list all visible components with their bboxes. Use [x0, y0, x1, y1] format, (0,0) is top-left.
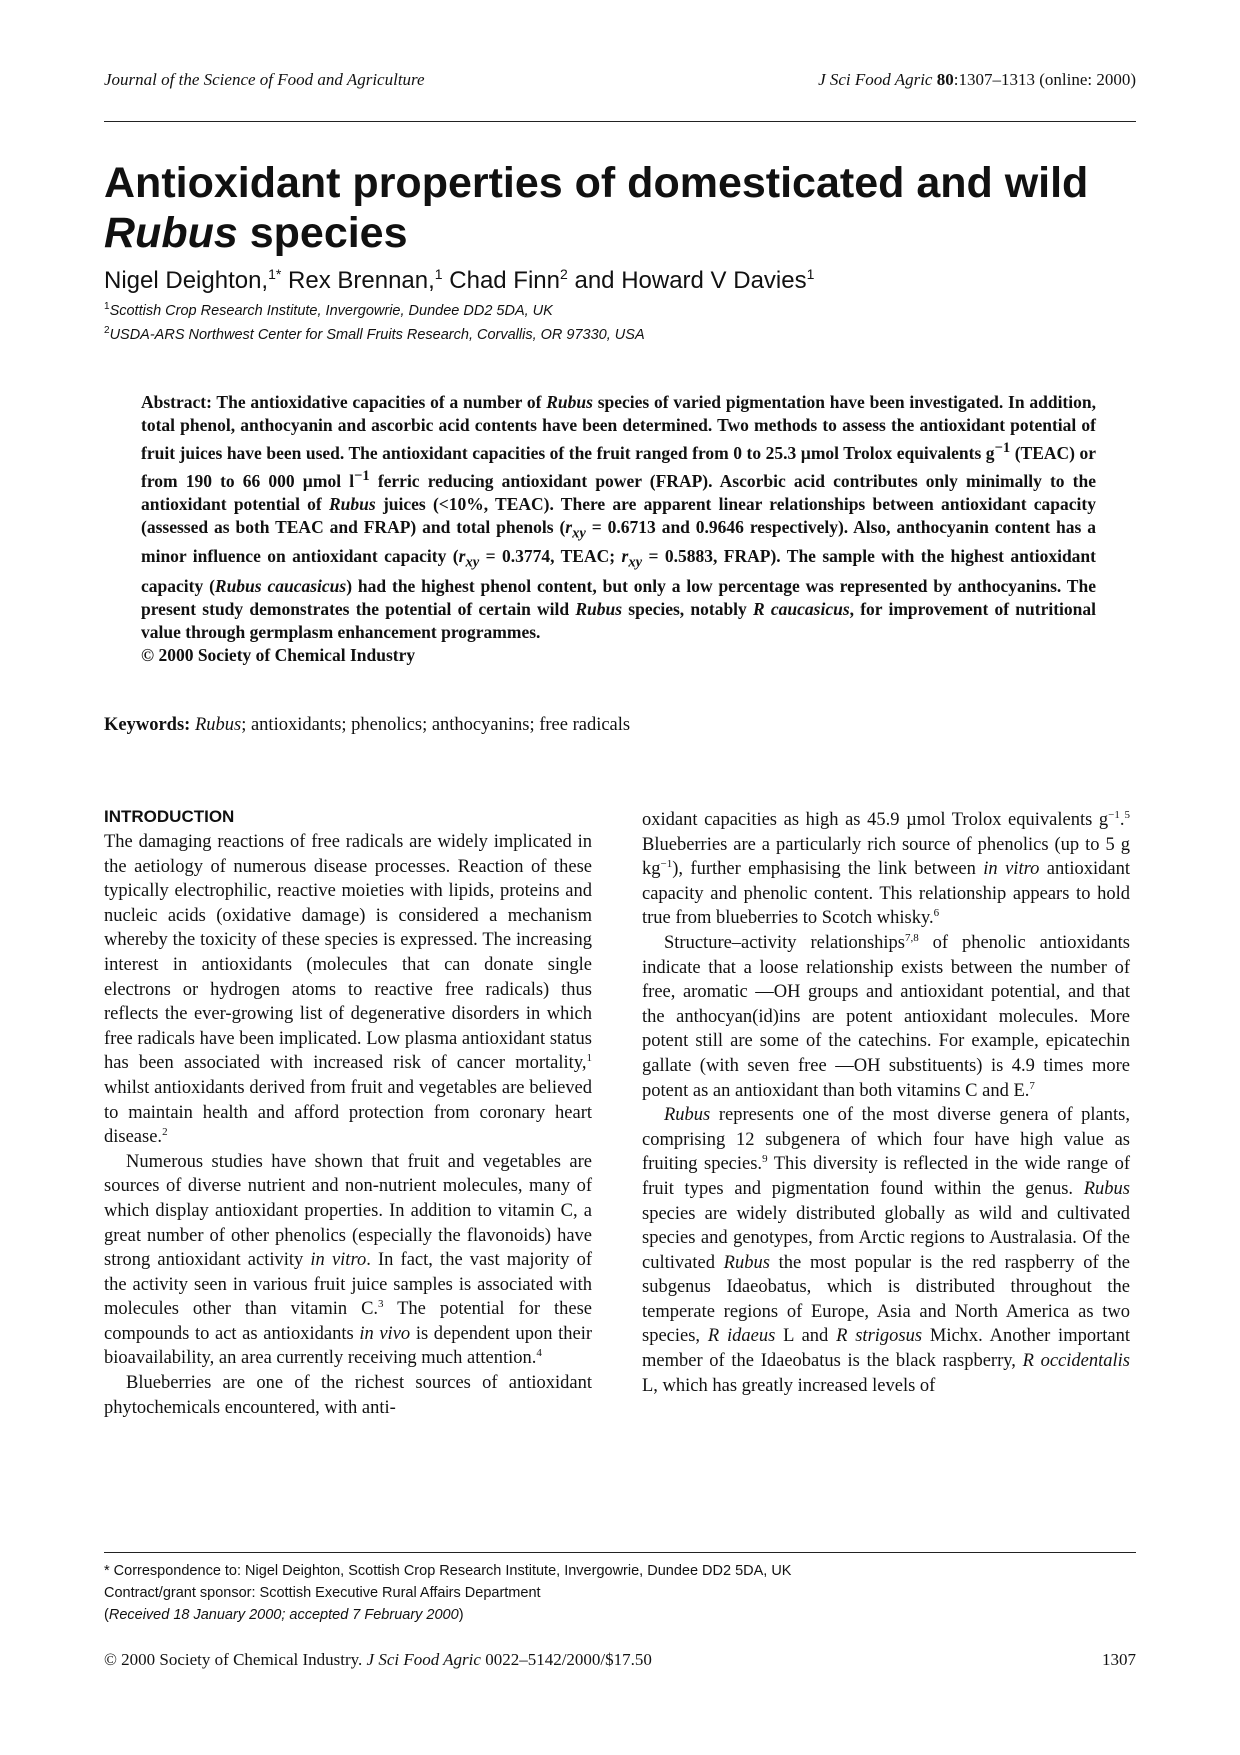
affiliation-text: Scottish Crop Research Institute, Invergowrie, Dundee DD2 5DA, UK [109, 302, 553, 319]
paragraph [104, 830, 592, 1150]
citation-sup: 5 [1124, 808, 1130, 821]
footnote-rule [104, 1552, 1136, 1553]
paragraph-text: Michx. Another important member of the Idaeobatus is the black raspberry, [642, 1326, 1130, 1372]
paragraph [642, 1103, 1130, 1398]
paragraph-text: Blueberries are one of the richest sources of antioxidant phytochemicals encountered, with anti- [104, 1373, 592, 1418]
paragraph-text: species are widely distributed globally as wild and cultivated species and genotypes, from Arctic regions to Australasia. Of the cultivated [642, 1203, 1130, 1273]
abstract-text: The antioxidative capacities of a number of [211, 392, 547, 412]
abstract-italic: Rubus caucasicus [214, 575, 347, 596]
keywords-label: Keywords: [104, 715, 191, 735]
page-number: 1307 [1102, 1650, 1136, 1669]
abstract-italic: Rubus [575, 598, 623, 619]
body-column-right [642, 808, 1130, 1398]
abstract-sub: xy [628, 554, 643, 571]
affiliation-2 [104, 325, 645, 343]
citation-sup: 7 [1029, 1079, 1035, 1092]
abstract-text: ) had the highest phenol content, but only a low percentage was represented by anthocyanins. The present study demonstrates the potential of certain wild [141, 575, 1096, 619]
paragraph-text: The damaging reactions of free radicals are widely implicated in the aetiology of numerous disease processes. Reaction of these typically electrophilic, reactive moieties with lipids, proteins and nucleic acids (oxidative damage) is considered a mechanism whereby the toxicity of these species is expressed. The increasing interest in antioxidants (molecules that can donate single electrons or hydrogen atoms to reactive free radicals) thus reflects the ever-growing list of degenerative disorders in which free radicals have been implicated. Low plasma antioxidant status has been associated with increased risk of cancer mortality, [104, 832, 592, 1074]
paragraph-text: the most popular is the red raspberry of the subgenus Idaeobatus, which is distributed throughout the temperate regions of Europe, Asia and North America as two species, [642, 1252, 1130, 1347]
author-list [104, 266, 814, 295]
italic-term: R idaeus [707, 1326, 776, 1347]
body-column-left [104, 806, 592, 1420]
author-affil-sup: 2 [560, 266, 568, 282]
paragraph-text: oxidant capacities as high as 45.9 µmol Trolox equivalents g [642, 810, 1109, 830]
abstract-text: = 0.5883, FRAP). The sample with the highest antioxidant capacity ( [141, 546, 1096, 596]
affiliation-sup: 1 [104, 301, 110, 312]
abstract-sup: −1 [994, 440, 1011, 456]
paragraph-text: antioxidant capacity and phenolic content. This relationship appears to hold true from blueberries to Scotch whisky. [642, 859, 1130, 929]
citation-sup: 3 [378, 1298, 384, 1311]
author-name: Howard V Davies [621, 267, 807, 294]
citation-sup: 2 [162, 1125, 168, 1138]
paragraph [642, 931, 1130, 1103]
page-footer [104, 1650, 1136, 1674]
paragraph-text: Structure–activity relationships [664, 932, 905, 953]
abstract-text: = 0.6713 and 0.9646 respectively). Also, anthocyanin content has a minor influence on antioxidant capacity ( [141, 516, 1096, 567]
citation-sup: 9 [762, 1153, 768, 1166]
abstract-italic: r [565, 516, 573, 537]
paragraph [642, 808, 1130, 931]
unit-sup: −1 [1108, 808, 1120, 821]
italic-term: R strigosus [836, 1326, 923, 1347]
abstract-text: ferric reducing antioxidant power (FRAP). Ascorbic acid contributes only minimally to the antioxidant potential of [141, 470, 1096, 514]
italic-term: in vitro [310, 1250, 367, 1271]
citation [818, 70, 1136, 96]
citation-sup: 4 [536, 1347, 542, 1360]
author-name: Chad Finn [449, 267, 560, 294]
affiliation-1 [104, 301, 553, 319]
footnotes [104, 1560, 791, 1626]
paragraph-text: Numerous studies have shown that fruit and vegetables are sources of diverse nutrient and non-nutrient molecules, many of which display antioxidant properties. In addition to vitamin C, a great number of other phenolics (especially the flavonoids) have strong antioxidant activity [104, 1151, 592, 1271]
author-affil-sup: 1 [806, 266, 815, 282]
citation-sup: 1 [586, 1052, 592, 1065]
paragraph-text: represents one of the most diverse genera of plants, comprising 12 subgenera of which four have high value as fruiting species. [642, 1105, 1130, 1175]
author-affil-sup: 1 [268, 266, 276, 282]
author-affil-sup: 1 [434, 266, 443, 282]
abstract-sub: xy [465, 554, 480, 571]
abstract-text: species, notably [622, 598, 753, 619]
abstract-text: species of varied pigmentation have been investigated. In addition, total phenol, anthocyanin and ascorbic acid contents have been determined. Two methods to assess the antioxidant potential of fruit juices have been used. The antioxidant capacities of the fruit ranged from 0 to 25.3 µmol Trolox equivalents g [141, 392, 1096, 463]
unit-sup: −1 [660, 858, 673, 871]
abstract-label: Abstract: [141, 392, 212, 412]
citation-sup: 7,8 [905, 931, 919, 944]
abstract-italic: R caucasicus [753, 598, 850, 619]
paragraph-text: . [1119, 810, 1125, 830]
paragraph-text: The potential for these compounds to act as antioxidants [104, 1299, 592, 1344]
title-rest: species [237, 209, 408, 257]
correspondence-mark: * [275, 266, 282, 282]
affiliation-sup: 2 [104, 325, 110, 336]
paragraph-text: L and [775, 1326, 837, 1347]
paragraph-text: of phenolic antioxidants indicate that a loose relationship exists between the number of free, aromatic —OH groups and antioxidant potential, and that the anthocyan(id)ins are potent antioxidant molecules. More potent still are some of the catechins. For example, epicatechin gallate (with seven free —OH substituents) is 4.9 times more potent as an antioxidant than both vitamins C and E. [642, 932, 1131, 1101]
author-name: Rex Brennan, [288, 267, 435, 294]
paragraph-text: L, which has greatly increased levels of [642, 1375, 936, 1396]
paragraph-text: This diversity is reflected in the wide range of fruit types and pigmentation found within the genus. [642, 1154, 1130, 1199]
footer-issn: 0022–5142/2000/$17.50 [485, 1650, 652, 1669]
journal-name: Journal of the Science of Food and Agriculture [104, 70, 425, 89]
correspondence-note: * Correspondence to: Nigel Deighton, Scottish Crop Research Institute, Invergowrie, Dundee DD2 5DA, UK [104, 1563, 792, 1579]
section-heading: INTRODUCTION [104, 807, 235, 826]
paragraph-text: ), further emphasising the link between [672, 859, 984, 880]
paragraph [104, 1371, 592, 1420]
abstract-text: , for improvement of nutritional value through germplasm enhancement programmes. [141, 598, 1096, 642]
citation-pages: :1307–1313 (online: 2000) [953, 70, 1136, 89]
sponsor-note: Contract/grant sponsor: Scottish Executive Rural Affairs Department [104, 1585, 541, 1601]
author-name: Nigel Deighton, [104, 267, 269, 294]
footer-journal: J Sci Food Agric [366, 1650, 481, 1669]
received-dates: Received 18 January 2000; accepted 7 February 2000 [108, 1607, 459, 1623]
header-rule [104, 121, 1136, 122]
italic-term: Rubus [1083, 1178, 1130, 1199]
footer-copyright: © 2000 Society of Chemical Industry. [104, 1650, 363, 1669]
keyword-italic: Rubus [194, 715, 242, 735]
italic-term: in vitro [983, 859, 1040, 880]
italic-term: Rubus [723, 1252, 770, 1273]
title-line1: Antioxidant properties of domesticated and wild [104, 159, 1089, 207]
keywords-list: ; antioxidants; phenolics; anthocyanins; free radicals [241, 715, 631, 735]
article-title [104, 158, 1144, 258]
italic-term: in vivo [359, 1323, 411, 1344]
italic-term: Rubus [664, 1105, 711, 1126]
footer-citation [104, 1650, 652, 1674]
abstract-text: (TEAC) or from 190 to 66 000 µmol l [141, 442, 1096, 491]
abstract-italic: r [621, 546, 629, 567]
citation-sup: 6 [933, 907, 940, 920]
affiliation-text: USDA-ARS Northwest Center for Small Fruits Research, Corvallis, OR 97330, USA [109, 326, 645, 343]
paragraph-text: whilst antioxidants derived from fruit and vegetables are believed to maintain health and afford protection from coronary heart disease. [104, 1077, 592, 1148]
running-head [104, 70, 1136, 96]
abstract-sub: xy [572, 525, 586, 542]
abstract-italic: r [458, 546, 466, 567]
citation-volume: 80 [936, 70, 954, 89]
paragraph-text: Blueberries are a particularly rich source of phenolics (up to 5 g kg [642, 834, 1130, 880]
italic-term: R occidentalis [1022, 1351, 1130, 1372]
abstract [141, 391, 1096, 667]
abstract-text: juices (<10%, TEAC). There are apparent linear relationships between antioxidant capacity (assessed as both TEAC and FRAP) and total phenols ( [141, 493, 1096, 537]
abstract-italic: Rubus [546, 392, 593, 412]
abstract-copyright: © 2000 Society of Chemical Industry [141, 644, 416, 665]
citation-journal: J Sci Food Agric [818, 70, 933, 89]
authors-and: and [574, 267, 615, 294]
paragraph-text: . In fact, the vast majority of the activity seen in various fruit juice samples is associated with molecules other than vitamin C. [104, 1250, 592, 1320]
title-italic: Rubus [104, 209, 238, 257]
abstract-sup: −1 [354, 467, 370, 484]
paragraph-text: is dependent upon their bioavailability, an area currently receiving much attention. [104, 1323, 593, 1369]
abstract-text: = 0.3774, TEAC; [479, 546, 622, 567]
paragraph [104, 1150, 592, 1371]
keywords [104, 715, 630, 736]
abstract-italic: Rubus [329, 493, 376, 514]
received-note: (Received 18 January 2000; accepted 7 February 2000) [104, 1607, 464, 1623]
